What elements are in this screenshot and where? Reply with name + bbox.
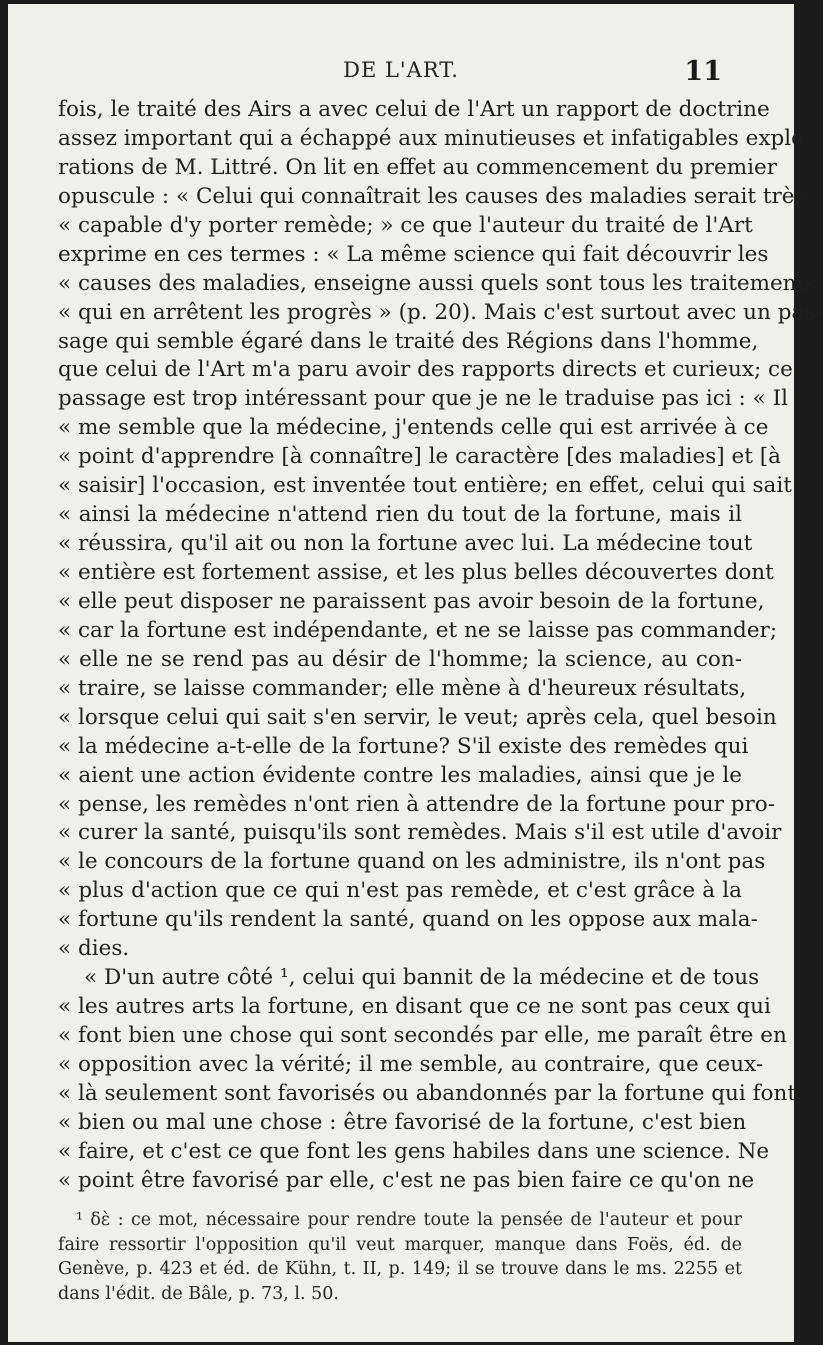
text-line: « bien ou mal une chose : être favorisé de la fortune, c'est bien xyxy=(58,1109,747,1135)
text-line: « réussira, qu'il ait ou non la fortune avec lui. La médecine tout xyxy=(58,531,753,557)
text-line: « curer la santé, puisqu'ils sont remèdes. Mais s'il est utile d'avoir xyxy=(58,820,782,846)
text-line: « traire, se laisse commander; elle mène à d'heureux résultats, xyxy=(58,675,747,701)
text-line: « ainsi la médecine n'attend rien du tout de la fortune, mais il xyxy=(58,502,742,528)
text-line: exprime en ces termes : « La même science qui fait découvrir les xyxy=(58,241,769,267)
text-line: rations de M. Littré. On lit en effet au commencement du premier xyxy=(58,154,778,180)
text-line: « lorsque celui qui sait s'en servir, le veut; après cela, quel besoin xyxy=(58,704,777,730)
text-line: « plus d'action que ce qui n'est pas remède, et c'est grâce à la xyxy=(58,878,742,904)
text-line: « la médecine a-t-elle de la fortune? S'il existe des remèdes qui xyxy=(58,733,749,759)
page-header xyxy=(8,58,794,94)
text-line: opuscule : « Celui qui connaîtrait les causes des maladies serait très- xyxy=(58,183,813,209)
footnote-line: Genève, p. 423 et éd. de Kühn, t. II, p. 149; il se trouve dans le ms. 2255 et xyxy=(58,1259,742,1279)
text-line: « faire, et c'est ce que font les gens habiles dans une science. Ne xyxy=(58,1138,770,1164)
text-line: que celui de l'Art m'a paru avoir des rapports directs et curieux; ce xyxy=(58,357,793,383)
page-number: 11 xyxy=(684,56,722,87)
text-line: « les autres arts la fortune, en disant que ce ne sont pas ceux qui xyxy=(58,994,771,1020)
paragraph-end-line: « dies. xyxy=(58,936,130,962)
text-line: passage est trop intéressant pour que je ne le traduise pas ici : « Il xyxy=(58,386,788,412)
text-line: « me semble que la médecine, j'entends celle qui est arrivée à ce xyxy=(58,415,769,441)
text-line: « causes des maladies, enseigne aussi quels sont tous les traitements xyxy=(58,270,817,296)
paragraph-start-line: « D'un autre côté ¹, celui qui bannit de la médecine et de tous xyxy=(84,965,760,991)
footnote-block xyxy=(58,1208,742,1306)
text-line: « fortune qu'ils rendent la santé, quand on les oppose aux mala- xyxy=(58,907,758,933)
running-title: DE L'ART. xyxy=(343,58,459,82)
text-line: « qui en arrêtent les progrès » (p. 20). Mais c'est surtout avec un pas- xyxy=(58,299,823,325)
text-line: sage qui semble égaré dans le traité des Régions dans l'homme, xyxy=(58,328,759,354)
text-line: « là seulement sont favorisés ou abandonnés par la fortune qui font xyxy=(58,1080,796,1106)
text-line: « point être favorisé par elle, c'est ne pas bien faire ce qu'on ne xyxy=(58,1167,755,1193)
footnote-line: dans l'édit. de Bâle, p. 73, l. 50. xyxy=(58,1283,339,1304)
text-line: « font bien une chose qui sont secondés par elle, me paraît être en xyxy=(58,1023,787,1048)
footnote-line: faire ressortir l'opposition qu'il veut marquer, manque dans Foës, éd. de xyxy=(58,1234,742,1255)
text-line: « point d'apprendre [à connaître] le caractère [des maladies] et [à xyxy=(58,444,781,470)
text-line: « elle ne se rend pas au désir de l'homme; la science, au con- xyxy=(58,646,742,672)
text-line: « opposition avec la vérité; il me semble, au contraire, que ceux- xyxy=(58,1051,764,1077)
text-line: « pense, les remèdes n'ont rien à attendre de la fortune pour pro- xyxy=(58,791,776,817)
text-line: assez important qui a échappé aux minutieuses et infatigables explo- xyxy=(58,125,812,151)
text-line: « aient une action évidente contre les maladies, ainsi que je le xyxy=(58,762,742,788)
text-line: « entière est fortement assise, et les plus belles découvertes dont xyxy=(58,560,774,585)
text-line: fois, le traité des Airs a avec celui de l'Art un rapport de doctrine xyxy=(58,97,770,122)
text-line: « saisir] l'occasion, est inventée tout entière; en effet, celui qui sait xyxy=(58,473,792,499)
book-page xyxy=(8,4,823,1342)
text-line: « capable d'y porter remède; » ce que l'auteur du traité de l'Art xyxy=(58,212,753,238)
text-line: « elle peut disposer ne paraissent pas avoir besoin de la fortune, xyxy=(58,588,765,614)
footnote-line: ¹ δὲ : ce mot, nécessaire pour rendre toute la pensée de l'auteur et pour xyxy=(76,1210,742,1230)
text-line: « le concours de la fortune quand on les administre, ils n'ont pas xyxy=(58,849,766,875)
body-text xyxy=(58,96,823,1196)
text-line: « car la fortune est indépendante, et ne se laisse pas commander; xyxy=(58,617,778,643)
